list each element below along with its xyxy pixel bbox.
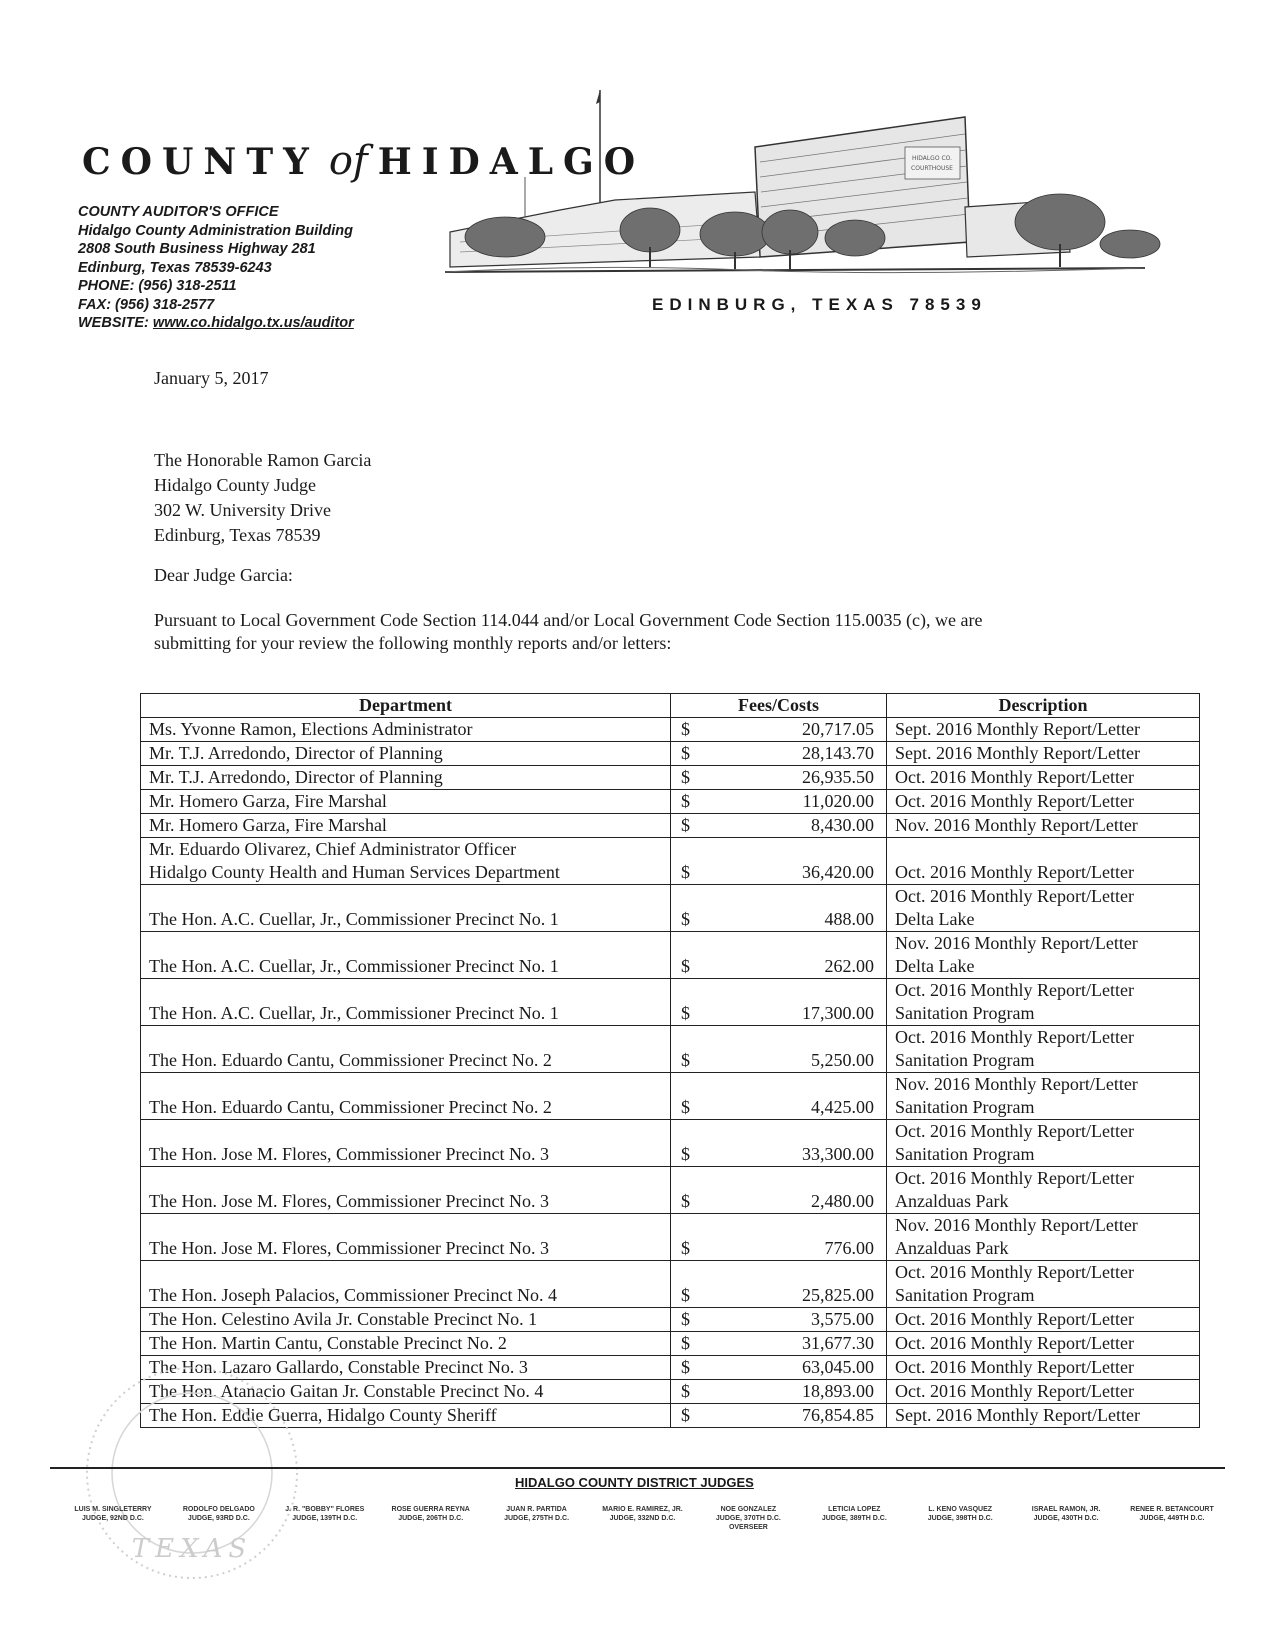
cell-fees: [671, 979, 887, 1026]
cell-fees: [671, 1120, 887, 1167]
courthouse-illustration: [445, 82, 1200, 292]
building-name: Hidalgo County Administration Building: [78, 222, 353, 239]
cell-fees: [671, 1073, 887, 1120]
cell-description: [887, 1167, 1200, 1214]
table-row: [141, 742, 1200, 766]
currency-symbol: $: [681, 1144, 690, 1164]
cell-fees: [671, 814, 887, 838]
fee-amount: 262.00: [824, 956, 874, 976]
cell-description: [887, 1073, 1200, 1120]
table-header-row: [141, 694, 1200, 718]
department-line: The Hon. Eduardo Cantu, Commissioner Precinct No. 2: [149, 1097, 552, 1117]
currency-symbol: $: [681, 767, 690, 787]
cell-description: [887, 742, 1200, 766]
description-line: Oct. 2016 Monthly Report/Letter: [895, 1309, 1134, 1329]
currency-symbol: $: [681, 1405, 690, 1425]
fee-amount: 3,575.00: [811, 1309, 874, 1329]
description-line: Sept. 2016 Monthly Report/Letter: [895, 719, 1140, 739]
currency-symbol: $: [681, 1357, 690, 1377]
cell-description: [887, 1380, 1200, 1404]
fee-amount: 5,250.00: [811, 1050, 874, 1070]
judge-name: LUIS M. SINGLETERRY: [74, 1506, 152, 1513]
table-row: [141, 1332, 1200, 1356]
judge-entry: [60, 1505, 166, 1532]
description-line: Delta Lake: [895, 909, 975, 929]
courthouse-sign-line-1: HIDALGO CO.: [911, 155, 953, 162]
judge-entry: [166, 1505, 272, 1532]
description-line: Sanitation Program: [895, 1050, 1035, 1070]
department-line: The Hon. Martin Cantu, Constable Precinct No. 2: [149, 1333, 507, 1353]
office-name: COUNTY AUDITOR'S OFFICE: [78, 204, 279, 220]
footer-divider: [50, 1467, 1225, 1469]
judge-entry: [590, 1505, 696, 1532]
cell-department: [141, 1308, 671, 1332]
office-fax: FAX: (956) 318-2577: [78, 296, 215, 313]
cell-fees: [671, 838, 887, 885]
fee-amount: 18,893.00: [802, 1381, 874, 1401]
cell-fees: [671, 1167, 887, 1214]
table-row: [141, 1214, 1200, 1261]
department-line: The Hon. Eddie Guerra, Hidalgo County Sheriff: [149, 1405, 497, 1425]
cell-description: [887, 790, 1200, 814]
description-line: Oct. 2016 Monthly Report/Letter: [895, 1168, 1134, 1188]
judge-name: NOE GONZALEZ: [720, 1506, 777, 1513]
fee-amount: 31,677.30: [802, 1333, 874, 1353]
currency-symbol: $: [681, 1238, 690, 1258]
cell-description: [887, 1308, 1200, 1332]
intro-line-2: submitting for your review the following monthly reports and/or letters:: [154, 633, 672, 653]
currency-symbol: $: [681, 719, 690, 739]
department-line: The Hon. Jose M. Flores, Commissioner Precinct No. 3: [149, 1238, 549, 1258]
office-city: Edinburg, Texas 78539-6243: [78, 259, 272, 276]
table-row: [141, 979, 1200, 1026]
cell-department: [141, 1214, 671, 1261]
cell-description: [887, 814, 1200, 838]
fee-amount: 4,425.00: [811, 1097, 874, 1117]
description-line: Oct. 2016 Monthly Report/Letter: [895, 1027, 1134, 1047]
description-line: Oct. 2016 Monthly Report/Letter: [895, 862, 1134, 882]
table-row: [141, 1261, 1200, 1308]
description-line: Nov. 2016 Monthly Report/Letter: [895, 1074, 1138, 1094]
cell-fees: [671, 790, 887, 814]
fee-amount: 33,300.00: [802, 1144, 874, 1164]
department-line: The Hon. Celestino Avila Jr. Constable Precinct No. 1: [149, 1309, 538, 1329]
judge-name: RENEE R. BETANCOURT: [1130, 1506, 1214, 1513]
description-line: Oct. 2016 Monthly Report/Letter: [895, 980, 1134, 1000]
website-label: WEBSITE:: [78, 315, 149, 331]
cell-department: [141, 766, 671, 790]
table-row: [141, 838, 1200, 885]
table-body: [141, 718, 1200, 1428]
description-line: Sanitation Program: [895, 1144, 1035, 1164]
judge-entry: [801, 1505, 907, 1532]
salutation: Dear Judge Garcia:: [154, 565, 293, 585]
department-line: Mr. Homero Garza, Fire Marshal: [149, 815, 387, 835]
cell-fees: [671, 1026, 887, 1073]
currency-symbol: $: [681, 1050, 690, 1070]
department-line: The Hon. Jose M. Flores, Commissioner Precinct No. 3: [149, 1191, 549, 1211]
judge-name: ISRAEL RAMON, JR.: [1031, 1506, 1101, 1513]
cell-description: [887, 1120, 1200, 1167]
table-row: [141, 1120, 1200, 1167]
judge-name: ROSE GUERRA REYNA: [391, 1506, 470, 1513]
currency-symbol: $: [681, 1309, 690, 1329]
department-line: Mr. T.J. Arredondo, Director of Planning: [149, 743, 443, 763]
auditor-office-block: [78, 203, 354, 333]
fee-amount: 76,854.85: [802, 1405, 874, 1425]
cell-department: [141, 1073, 671, 1120]
department-line: Hidalgo County Health and Human Services Department: [149, 862, 560, 882]
intro-paragraph: [154, 609, 1134, 655]
cell-description: [887, 885, 1200, 932]
currency-symbol: $: [681, 1003, 690, 1023]
judge-court: JUDGE, 370TH D.C.: [715, 1515, 781, 1522]
currency-symbol: $: [681, 1191, 690, 1211]
recipient-title: Hidalgo County Judge: [154, 475, 316, 495]
header-description: Description: [887, 694, 1200, 718]
cell-department: [141, 814, 671, 838]
cell-description: [887, 838, 1200, 885]
cell-fees: [671, 1308, 887, 1332]
cell-department: [141, 979, 671, 1026]
table-row: [141, 718, 1200, 742]
cell-fees: [671, 885, 887, 932]
judge-court: JUDGE, 389TH D.C.: [821, 1515, 887, 1522]
currency-symbol: $: [681, 1333, 690, 1353]
department-line: Mr. Eduardo Olivarez, Chief Administrator Officer: [149, 839, 517, 859]
judge-name: MARIO E. RAMIREZ, JR.: [602, 1506, 683, 1513]
cell-department: [141, 790, 671, 814]
district-judges-title: HIDALGO COUNTY DISTRICT JUDGES: [515, 1475, 754, 1490]
judge-court: JUDGE, 93RD D.C.: [187, 1515, 250, 1522]
cell-department: [141, 1261, 671, 1308]
department-line: The Hon. Lazaro Gallardo, Constable Precinct No. 3: [149, 1357, 528, 1377]
fee-amount: 63,045.00: [802, 1357, 874, 1377]
header-fees: Fees/Costs: [671, 694, 887, 718]
judge-name: RODOLFO DELGADO: [182, 1506, 255, 1513]
judge-entry: [378, 1505, 484, 1532]
department-line: Mr. Homero Garza, Fire Marshal: [149, 791, 387, 811]
judge-entry: [1013, 1505, 1119, 1532]
description-line: Sept. 2016 Monthly Report/Letter: [895, 743, 1140, 763]
judge-role: OVERSEER: [728, 1524, 768, 1531]
judge-name: LETICIA LOPEZ: [828, 1506, 881, 1513]
county-seal-watermark: [60, 1355, 325, 1585]
cell-department: [141, 718, 671, 742]
judge-court: JUDGE, 92ND D.C.: [82, 1515, 144, 1522]
description-line: Nov. 2016 Monthly Report/Letter: [895, 933, 1138, 953]
recipient-address: [154, 448, 371, 548]
city-line: EDINBURG, TEXAS 78539: [652, 295, 987, 314]
cell-description: [887, 1026, 1200, 1073]
description-line: Oct. 2016 Monthly Report/Letter: [895, 1381, 1134, 1401]
fee-amount: 20,717.05: [802, 719, 874, 739]
cell-fees: [671, 1380, 887, 1404]
cell-department: [141, 838, 671, 885]
department-line: The Hon. Jose M. Flores, Commissioner Precinct No. 3: [149, 1144, 549, 1164]
courthouse-sign-line-2: COURTHOUSE: [911, 165, 953, 172]
table-row: [141, 790, 1200, 814]
cell-department: [141, 1026, 671, 1073]
cell-department: [141, 1167, 671, 1214]
cell-description: [887, 932, 1200, 979]
judge-name: L. KENO VASQUEZ: [928, 1506, 993, 1513]
cell-department: [141, 932, 671, 979]
currency-symbol: $: [681, 862, 690, 882]
department-line: Ms. Yvonne Ramon, Elections Administrator: [149, 719, 473, 739]
description-line: Oct. 2016 Monthly Report/Letter: [895, 791, 1134, 811]
currency-symbol: $: [681, 815, 690, 835]
description-line: Anzalduas Park: [895, 1238, 1009, 1258]
cell-department: [141, 885, 671, 932]
description-line: Nov. 2016 Monthly Report/Letter: [895, 815, 1138, 835]
fee-amount: 11,020.00: [802, 791, 874, 811]
judge-entry: [1119, 1505, 1225, 1532]
cell-description: [887, 979, 1200, 1026]
table-row: [141, 1026, 1200, 1073]
district-judges-list: [60, 1505, 1225, 1532]
fee-amount: 488.00: [824, 909, 874, 929]
cell-fees: [671, 1332, 887, 1356]
judge-court: JUDGE, 206TH D.C.: [398, 1515, 464, 1522]
currency-symbol: $: [681, 1097, 690, 1117]
cell-fees: [671, 932, 887, 979]
county-title-left: COUNTY: [82, 141, 319, 183]
description-line: Delta Lake: [895, 956, 975, 976]
department-line: The Hon. A.C. Cuellar, Jr., Commissioner Precinct No. 1: [149, 956, 559, 976]
cell-description: [887, 766, 1200, 790]
letter-date: January 5, 2017: [154, 368, 269, 388]
table-row: [141, 1073, 1200, 1120]
cell-department: [141, 1120, 671, 1167]
judge-name: J. R. "BOBBY" FLORES: [285, 1506, 365, 1513]
recipient-city: Edinburg, Texas 78539: [154, 525, 321, 545]
table-row: [141, 814, 1200, 838]
cell-fees: [671, 742, 887, 766]
table-row: [141, 885, 1200, 932]
intro-line-1: Pursuant to Local Government Code Section 114.044 and/or Local Government Code Section 115.0035 (c), we are: [154, 610, 983, 630]
website-link[interactable]: www.co.hidalgo.tx.us/auditor: [152, 315, 354, 331]
fee-amount: 25,825.00: [802, 1285, 874, 1305]
description-line: Sanitation Program: [895, 1097, 1035, 1117]
recipient-street: 302 W. University Drive: [154, 500, 331, 520]
judge-court: JUDGE, 449TH D.C.: [1139, 1515, 1205, 1522]
cell-description: [887, 1214, 1200, 1261]
cell-fees: [671, 1261, 887, 1308]
cell-description: [887, 718, 1200, 742]
recipient-name: The Honorable Ramon Garcia: [154, 450, 372, 470]
cell-fees: [671, 1356, 887, 1380]
cell-fees: [671, 1404, 887, 1428]
description-line: Nov. 2016 Monthly Report/Letter: [895, 1215, 1138, 1235]
department-line: The Hon. A.C. Cuellar, Jr., Commissioner Precinct No. 1: [149, 1003, 559, 1023]
fee-amount: 776.00: [824, 1238, 874, 1258]
judge-court: JUDGE, 398TH D.C.: [927, 1515, 993, 1522]
fee-amount: 36,420.00: [802, 862, 874, 882]
cell-fees: [671, 1214, 887, 1261]
judge-entry: [907, 1505, 1013, 1532]
description-line: Oct. 2016 Monthly Report/Letter: [895, 1121, 1134, 1141]
judge-court: JUDGE, 430TH D.C.: [1033, 1515, 1099, 1522]
judge-court: JUDGE, 275TH D.C.: [504, 1515, 570, 1522]
table-row: [141, 1167, 1200, 1214]
county-title-of: of: [328, 138, 368, 184]
department-line: The Hon. Atanacio Gaitan Jr. Constable Precinct No. 4: [149, 1381, 544, 1401]
department-line: Mr. T.J. Arredondo, Director of Planning: [149, 767, 443, 787]
description-line: Oct. 2016 Monthly Report/Letter: [895, 1357, 1134, 1377]
currency-symbol: $: [681, 743, 690, 763]
description-line: Sanitation Program: [895, 1285, 1035, 1305]
description-line: Anzalduas Park: [895, 1191, 1009, 1211]
currency-symbol: $: [681, 956, 690, 976]
description-line: Oct. 2016 Monthly Report/Letter: [895, 886, 1134, 906]
description-line: Oct. 2016 Monthly Report/Letter: [895, 1333, 1134, 1353]
cell-description: [887, 1356, 1200, 1380]
seal-text: TEXAS: [131, 1534, 253, 1564]
judge-entry: [272, 1505, 378, 1532]
county-title-right: HIDALGO: [377, 141, 646, 183]
table-row: [141, 932, 1200, 979]
table-row: [141, 766, 1200, 790]
fee-amount: 26,935.50: [802, 767, 874, 787]
fee-amount: 8,430.00: [811, 815, 874, 835]
judge-court: JUDGE, 139TH D.C.: [292, 1515, 358, 1522]
cell-fees: [671, 718, 887, 742]
currency-symbol: $: [681, 909, 690, 929]
office-street: 2808 South Business Highway 281: [78, 241, 316, 257]
fee-amount: 2,480.00: [811, 1191, 874, 1211]
cell-description: [887, 1261, 1200, 1308]
reports-table: [140, 693, 1200, 1428]
department-line: The Hon. Joseph Palacios, Commissioner Precinct No. 4: [149, 1285, 557, 1305]
currency-symbol: $: [681, 1285, 690, 1305]
judge-entry: [484, 1505, 590, 1532]
currency-symbol: $: [681, 1381, 690, 1401]
cell-fees: [671, 766, 887, 790]
description-line: Sanitation Program: [895, 1003, 1035, 1023]
department-line: The Hon. Eduardo Cantu, Commissioner Precinct No. 2: [149, 1050, 552, 1070]
cell-description: [887, 1404, 1200, 1428]
header-department: Department: [141, 694, 671, 718]
department-line: The Hon. A.C. Cuellar, Jr., Commissioner Precinct No. 1: [149, 909, 559, 929]
office-website: [78, 314, 354, 333]
description-line: Oct. 2016 Monthly Report/Letter: [895, 1262, 1134, 1282]
cell-description: [887, 1332, 1200, 1356]
table-row: [141, 1308, 1200, 1332]
judge-name: JUAN R. PARTIDA: [506, 1506, 567, 1513]
fee-amount: 28,143.70: [802, 743, 874, 763]
fee-amount: 17,300.00: [802, 1003, 874, 1023]
office-phone: PHONE: (956) 318-2511: [78, 278, 237, 294]
judge-court: JUDGE, 332ND D.C.: [609, 1515, 676, 1522]
cell-department: [141, 742, 671, 766]
cell-department: [141, 1332, 671, 1356]
description-line: Oct. 2016 Monthly Report/Letter: [895, 767, 1134, 787]
judge-entry: [695, 1505, 801, 1532]
currency-symbol: $: [681, 791, 690, 811]
description-line: Sept. 2016 Monthly Report/Letter: [895, 1405, 1140, 1425]
